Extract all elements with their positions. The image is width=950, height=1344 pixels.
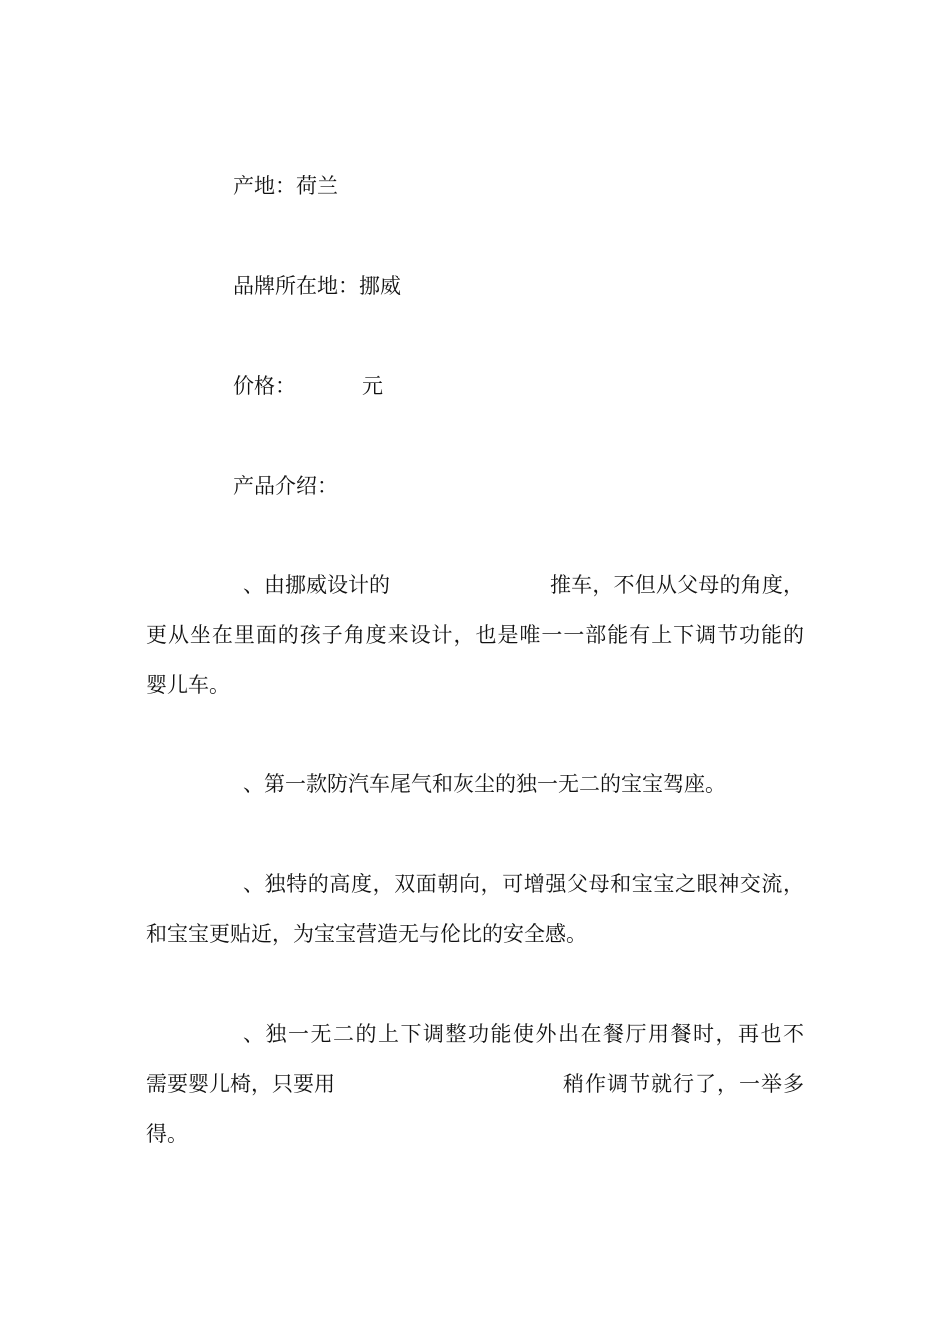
paragraph-3-line-1: 、独特的高度，双面朝向，可增强父母和宝宝之眼神交流， xyxy=(243,872,805,896)
paragraph-1-line-1-part-2: 推车，不但从父母的角度， xyxy=(550,573,805,597)
paragraph-4-line-3: 得。 xyxy=(146,1122,188,1146)
paragraph-1-line-1-part-1: 、由挪威设计的 xyxy=(243,573,390,597)
paragraph-1-line-2: 更从坐在里面的孩子角度来设计，也是唯一一部能有上下调节功能的 xyxy=(146,623,805,647)
price-label: 价格： xyxy=(233,374,296,398)
paragraph-4-line-1: 、独一无二的上下调整功能使外出在餐厅用餐时，再也不 xyxy=(243,1022,806,1046)
brand-location-line: 品牌所在地：挪威 xyxy=(233,274,401,298)
paragraph-1-line-3: 婴儿车。 xyxy=(146,673,230,697)
origin-line: 产地：荷兰 xyxy=(233,174,338,198)
paragraph-2-line-1: 、第一款防汽车尾气和灰尘的独一无二的宝宝驾座。 xyxy=(243,772,726,796)
paragraph-3-line-2: 和宝宝更贴近，为宝宝营造无与伦比的安全感。 xyxy=(146,922,587,946)
paragraph-4-line-2-part-1: 需要婴儿椅，只要用 xyxy=(146,1072,335,1096)
paragraph-4-line-2-part-2: 稍作调节就行了，一举多 xyxy=(563,1072,805,1096)
price-unit: 元 xyxy=(362,374,383,398)
intro-heading: 产品介绍： xyxy=(233,474,338,498)
